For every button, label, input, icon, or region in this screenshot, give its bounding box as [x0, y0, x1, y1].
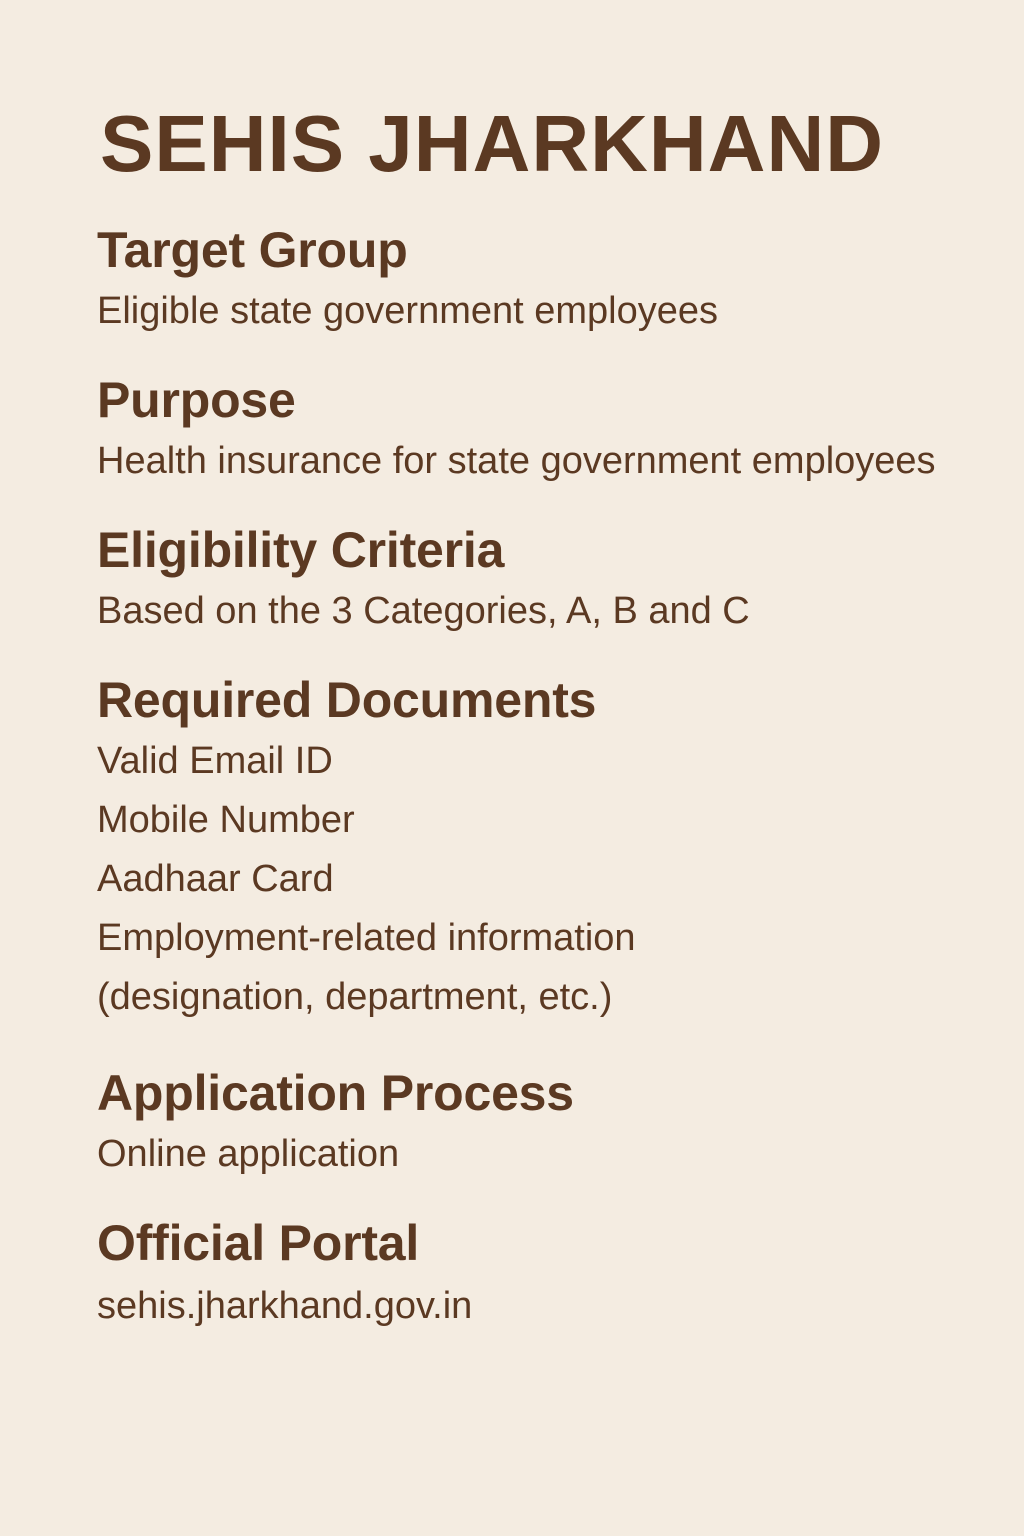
required-documents-heading: Required Documents [97, 672, 597, 728]
eligibility-heading: Eligibility Criteria [97, 522, 505, 578]
document-item-employment-details: (designation, department, etc.) [97, 976, 613, 1018]
official-portal-url: sehis.jharkhand.gov.in [97, 1285, 473, 1327]
eligibility-text: Based on the 3 Categories, A, B and C [97, 590, 750, 632]
document-item-mobile: Mobile Number [97, 799, 355, 841]
section-purpose [97, 370, 944, 488]
section-official-portal [97, 1213, 944, 1333]
section-application-process [97, 1063, 944, 1181]
required-documents-list [97, 732, 944, 1027]
target-group-heading: Target Group [97, 222, 408, 278]
page-title: SEHIS JHARKHAND [100, 99, 884, 188]
purpose-heading: Purpose [97, 372, 296, 428]
application-process-text: Online application [97, 1133, 400, 1175]
document-item-employment: Employment-related information [97, 917, 636, 959]
application-process-heading: Application Process [97, 1065, 574, 1121]
section-eligibility [97, 520, 944, 638]
document-item-email: Valid Email ID [97, 740, 333, 782]
document-item-aadhaar: Aadhaar Card [97, 858, 334, 900]
target-group-text: Eligible state government employees [97, 290, 719, 332]
purpose-text: Health insurance for state government employees [97, 440, 936, 482]
section-target-group [97, 220, 944, 338]
official-portal-heading: Official Portal [97, 1215, 420, 1271]
section-required-documents [97, 670, 944, 1027]
